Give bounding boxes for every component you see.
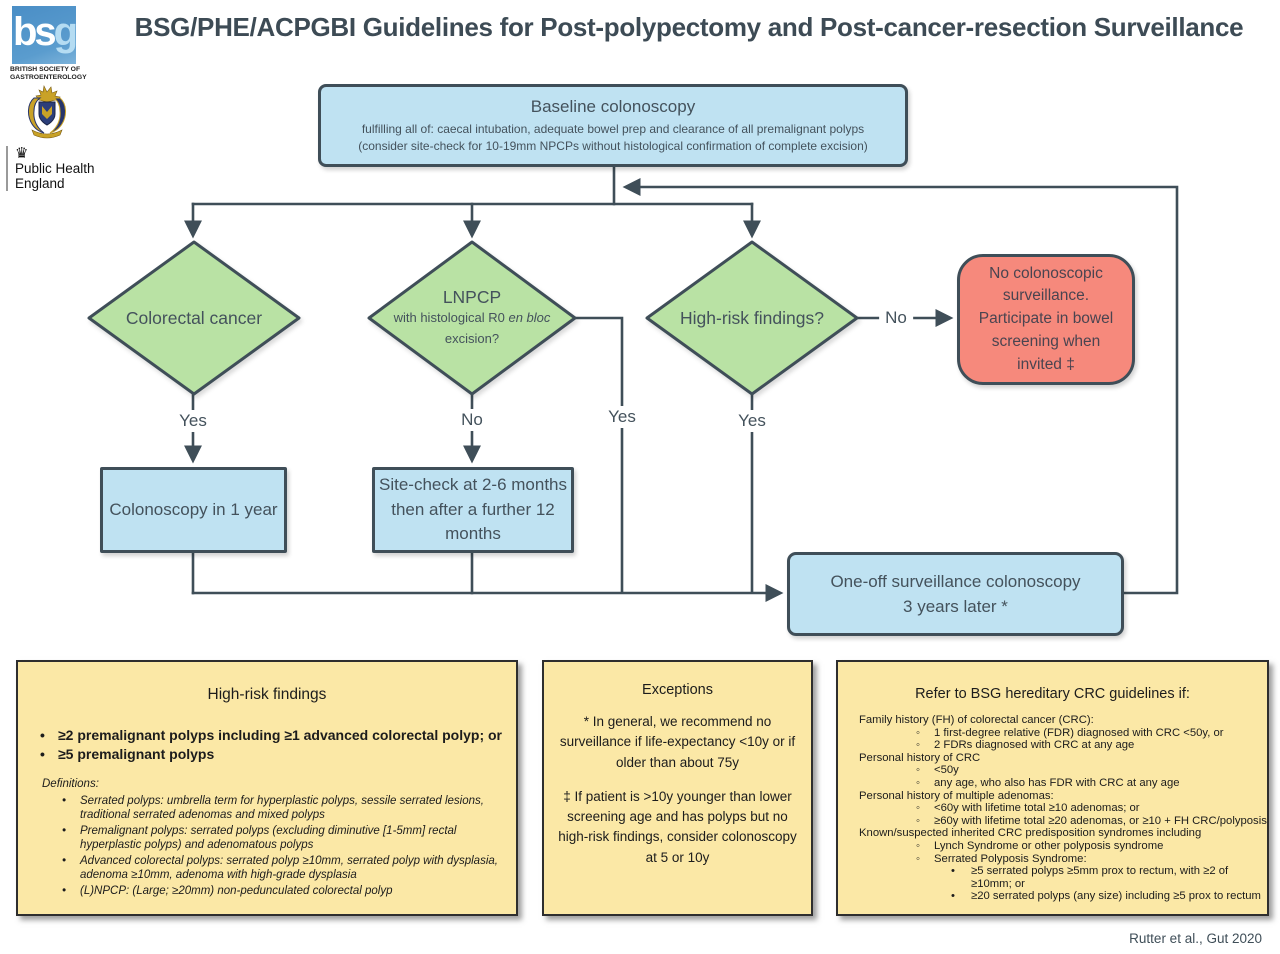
edge-label-lnpcp-no: No: [455, 409, 489, 431]
edge-label-hrf-yes: Yes: [732, 410, 772, 432]
bsg-logo: [12, 6, 76, 64]
refer-bsg-panel: [836, 660, 1269, 916]
edge-label-crc-yes: Yes: [173, 410, 213, 432]
bsg-caption: BRITISH SOCIETY OF GASTROENTEROLOGY: [10, 66, 87, 82]
refer-section-heading: Known/suspected inherited CRC predisposition syndromes including: [859, 827, 1202, 840]
high-risk-bullet: • ≥5 premalignant polyps: [58, 745, 502, 764]
refer-item: ◦ any age, who also has FDR with CRC at any age: [838, 777, 1267, 790]
phe-logo: [6, 146, 95, 191]
refer-item: ◦ 2 FDRs diagnosed with CRC at any age: [838, 739, 1267, 752]
citation: Rutter et al., Gut 2020: [1129, 931, 1262, 946]
no-surveillance-node: No colonoscopic surveillance. Participate in bowel screening when invited ‡: [957, 254, 1135, 385]
decision-lnpcp-title: LNPCP: [442, 287, 502, 308]
refer-item: ◦ ≥60y with lifetime total ≥20 adenomas, or ≥10 + FH CRC/polyposis: [838, 815, 1267, 828]
refer-panel-body: [838, 714, 1267, 903]
exception-asterisk: * In general, we recommend no surveillance if life-expectancy <10y or if older than about 75y: [559, 714, 796, 770]
exceptions-panel: [542, 660, 813, 916]
refer-item: ◦ <60y with lifetime total ≥10 adenomas; or: [838, 802, 1267, 815]
colonoscopy-1-year-node: Colonoscopy in 1 year: [100, 467, 287, 553]
decision-lnpcp-subtitle-line2: excision?: [444, 330, 500, 346]
refer-section-heading: Personal history of CRC: [859, 751, 981, 764]
bsg-logo-text: bsg: [12, 10, 76, 54]
refer-section-heading: Family history (FH) of colorectal cancer (CRC):: [859, 714, 1094, 726]
refer-item: ◦ <50y: [838, 764, 1267, 777]
refer-item: ◦ Lynch Syndrome or other polyposis syndrome: [838, 840, 1267, 853]
definition-item: • Advanced colorectal polyps: serrated polyp ≥10mm, serrated polyp with dysplasia, adenoma ≥10mm, adenoma with high-grade dysplasia: [80, 854, 504, 883]
refer-panel-title: Refer to BSG hereditary CRC guidelines if:: [915, 686, 1190, 702]
definition-item: • (L)NPCP: (Large; ≥20mm) non-pedunculated colorectal polyp: [80, 884, 504, 898]
high-risk-findings-panel: [16, 660, 518, 916]
high-risk-bullet: • ≥2 premalignant polyps including ≥1 advanced colorectal polyp; or: [58, 726, 502, 745]
exception-double-dagger: ‡ If patient is >10y younger than lower screening age and has polyps but no high-risk findings, consider colonoscopy at 5 or 10y: [558, 788, 797, 865]
decision-high-risk-findings: [644, 239, 860, 397]
phe-crown-icon: ♛: [15, 145, 29, 162]
connector-lnpcp-yes: [573, 318, 622, 592]
one-off-surveillance-node: [787, 552, 1124, 636]
decision-lnpcp: [366, 239, 578, 397]
definition-item: • Premalignant polyps: serrated polyps (excluding diminutive [1-5mm] rectal hyperplastic polyps) and adenomatous polyps: [80, 824, 504, 853]
refer-subitem: • ≥20 serrated polyps (any size) including ≥5 prox to rectum: [838, 890, 1267, 903]
definition-item: • Serrated polyps: umbrella term for hyperplastic polyps, sessile serrated lesions, traditional serrated adenomas and mixed polyps: [80, 794, 504, 823]
definitions-list: [18, 794, 516, 898]
phe-logo-text-2: England: [15, 176, 65, 192]
definitions-label: Definitions:: [42, 777, 99, 790]
one-off-line1: One-off surveillance colonoscopy: [830, 571, 1081, 591]
refer-item: ◦ 1 first-degree relative (FDR) diagnosed with CRC <50y, or: [838, 727, 1267, 740]
baseline-title: Baseline colonoscopy: [530, 97, 696, 117]
edge-label-lnpcp-yes: Yes: [602, 406, 642, 428]
baseline-criteria-line1: fulfilling all of: caecal intubation, adequate bowel prep and clearance of all premalignant polyps: [361, 122, 865, 137]
decision-high-risk-findings-label: High-risk findings?: [680, 307, 824, 328]
decision-colorectal-cancer: [86, 239, 302, 397]
decision-lnpcp-subtitle: with histological R0 en bloc: [393, 310, 551, 326]
exceptions-body: [544, 712, 811, 868]
edge-label-hrf-no: No: [879, 307, 913, 329]
baseline-criteria-line2: (consider site-check for 10-19mm NPCPs without histological confirmation of complete excision): [358, 138, 868, 153]
site-check-node: Site-check at 2-6 months then after a further 12 months: [372, 467, 574, 553]
exceptions-panel-title: Exceptions: [642, 682, 713, 698]
refer-subitem: • ≥5 serrated polyps ≥5mm prox to rectum, with ≥2 of ≥10mm; or: [838, 865, 1267, 890]
refer-item: ◦ Serrated Polyposis Syndrome:: [838, 853, 1267, 866]
decision-colorectal-cancer-label: Colorectal cancer: [125, 307, 263, 328]
baseline-colonoscopy-node: [318, 84, 908, 167]
one-off-line2: 3 years later *: [903, 597, 1008, 616]
high-risk-bullet-list: [18, 726, 516, 764]
refer-section-heading: Personal history of multiple adenomas:: [859, 789, 1054, 802]
high-risk-panel-title: High-risk findings: [207, 686, 327, 703]
page-title: BSG/PHE/ACPGBI Guidelines for Post-polypectomy and Post-cancer-resection Surveillance: [134, 12, 1244, 42]
acpgbi-crest-icon: [22, 84, 72, 147]
phe-logo-text-1: Public Health: [15, 161, 95, 176]
